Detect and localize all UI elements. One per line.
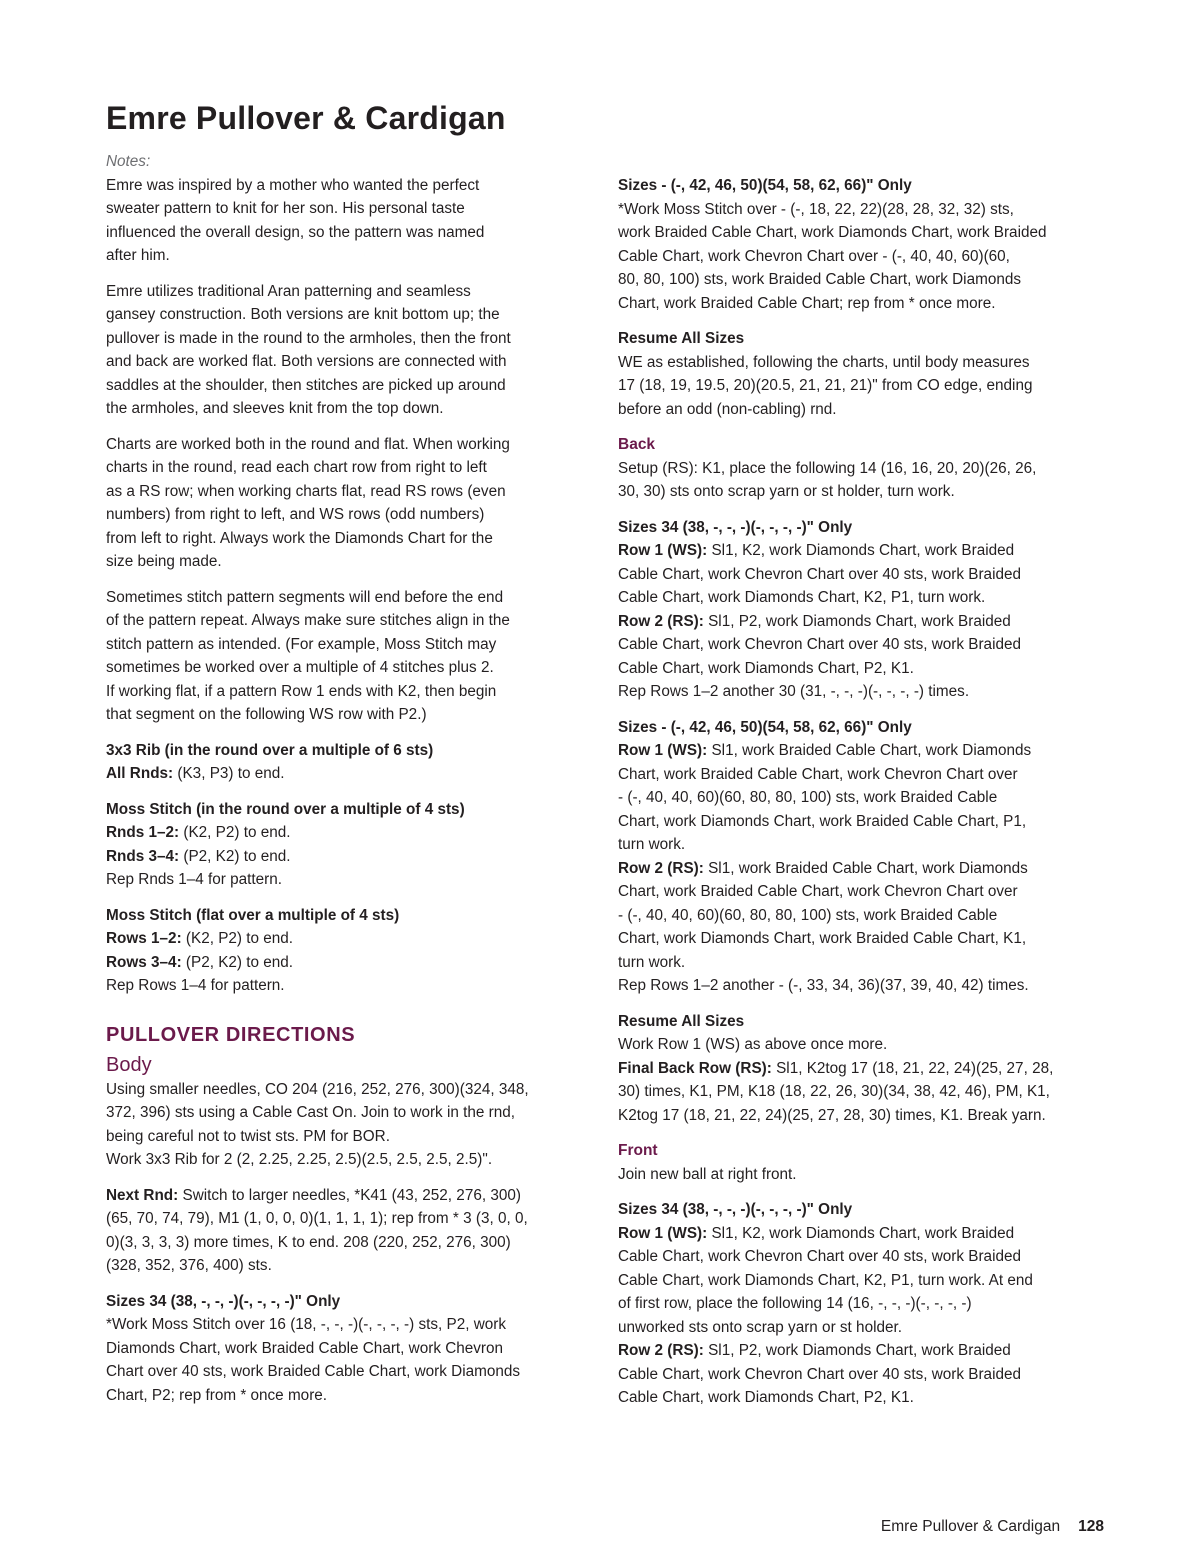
front-heading: Front — [618, 1142, 658, 1159]
text-line: Cable Chart, work Chevron Chart over - (-, 40, 40, 60)(60, — [618, 247, 1010, 265]
sizes-42-body-block — [618, 174, 1098, 315]
text-line: Chart, work Diamonds Chart, work Braided Cable Chart, K1, — [618, 930, 1027, 947]
back-block — [618, 433, 1098, 504]
front-intro: Join new ball at right front. — [618, 1165, 797, 1183]
text-line: as a RS row; when working charts flat, read RS rows (even — [106, 482, 506, 500]
text-line: 372, 396) sts using a Cable Cast On. Join to work in the rnd, — [106, 1104, 515, 1121]
text-line: that segment on the following WS row with P2.) — [106, 706, 427, 723]
text-line: Cable Chart, work Diamonds Chart, P2, K1. — [618, 659, 914, 677]
text-line: of first row, place the following 14 (16, -, -, -)(-, -, -, -) — [618, 1295, 972, 1312]
rib-instruction: All Rnds: (K3, P3) to end. — [106, 765, 285, 782]
notes-paragraph — [106, 174, 586, 268]
back-sizes-42-heading: Sizes - (-, 42, 46, 50)(54, 58, 62, 66)" Only — [618, 718, 912, 736]
row-instruction: Row 2 (RS): Sl1, P2, work Diamonds Chart, work Braided — [618, 1342, 1011, 1359]
text-line: Sometimes stitch pattern segments will end before the end — [106, 588, 504, 606]
sizes-34-body-block — [106, 1290, 586, 1408]
text-line: size being made. — [106, 553, 222, 570]
text-line: Cable Chart, work Chevron Chart over 40 sts, work Braided — [618, 1365, 1021, 1383]
text-line: - (-, 40, 40, 60)(60, 80, 80, 100) sts, work Braided Cable — [618, 906, 998, 924]
row-instruction: Row 2 (RS): Sl1, P2, work Diamonds Chart, work Braided — [618, 612, 1011, 630]
text-line: Cable Chart, work Diamonds Chart, K2, P1, turn work. — [618, 589, 986, 606]
notes-paragraph — [106, 280, 586, 421]
text-line: Cable Chart, work Chevron Chart over 40 sts, work Braided — [618, 565, 1021, 583]
row-instruction: Row 1 (WS): Sl1, work Braided Cable Chart, work Diamonds — [618, 742, 1032, 759]
text-line: Using smaller needles, CO 204 (216, 252, 276, 300)(324, 348, — [106, 1080, 529, 1098]
next-round-block — [106, 1184, 586, 1278]
text-line: saddles at the shoulder, then stitches are picked up around — [106, 376, 506, 394]
text-line: Chart over 40 sts, work Braided Cable Chart, work Diamonds — [106, 1363, 521, 1380]
text-line: of the pattern repeat. Always make sure stitches align in the — [106, 612, 510, 629]
repeat-instruction: Rep Rows 1–2 another - (-, 33, 34, 36)(37, 39, 40, 42) times. — [618, 977, 1029, 994]
back-sizes-34-heading: Sizes 34 (38, -, -, -)(-, -, -, -)" Only — [618, 518, 853, 536]
text-line: *Work Moss Stitch over - (-, 18, 22, 22)(28, 28, 32, 32) sts, — [618, 200, 1014, 218]
text-line: Setup (RS): K1, place the following 14 (16, 16, 20, 20)(26, 26, — [618, 459, 1037, 477]
text-line: turn work. — [618, 836, 686, 853]
text-line: Chart, work Braided Cable Chart, work Chevron Chart over — [618, 765, 1018, 783]
text-line: 30, 30) sts onto scrap yarn or st holder, turn work. — [618, 483, 955, 500]
back-resume-heading: Resume All Sizes — [618, 1012, 745, 1030]
text-line: numbers) from right to left, and WS rows (odd numbers) — [106, 506, 485, 523]
page-footer — [881, 1518, 1104, 1536]
sizes-34-body-heading: Sizes 34 (38, -, -, -)(-, -, -, -)" Only — [106, 1292, 341, 1310]
moss-round-block — [106, 798, 586, 892]
text-line: (328, 352, 376, 400) sts. — [106, 1257, 272, 1274]
resume-body-heading: Resume All Sizes — [618, 330, 745, 347]
back-heading: Back — [618, 436, 656, 453]
text-line: *Work Moss Stitch over 16 (18, -, -, -)(-, -, -, -) sts, P2, work — [106, 1316, 507, 1333]
text-line: WE as established, following the charts, until body measures — [618, 353, 1030, 371]
back-sizes-42-block — [618, 716, 1098, 998]
text-line: Chart, P2; rep from * once more. — [106, 1386, 328, 1404]
moss-flat-line: Rows 1–2: (K2, P2) to end. — [106, 930, 294, 947]
text-line: Emre utilizes traditional Aran patterning and seamless — [106, 282, 471, 300]
moss-round-line: Rep Rnds 1–4 for pattern. — [106, 871, 283, 888]
moss-flat-heading: Moss Stitch (flat over a multiple of 4 sts) — [106, 906, 400, 924]
left-column — [106, 150, 586, 1419]
running-title: Emre Pullover & Cardigan — [880, 1518, 1061, 1535]
body-instructions — [106, 1078, 586, 1172]
text-line: gansey construction. Both versions are knit bottom up; the — [106, 306, 500, 323]
page-number: 128 — [1078, 1518, 1104, 1535]
front-block — [618, 1139, 1098, 1186]
text-line: 80, 80, 100) sts, work Braided Cable Chart, work Diamonds — [618, 271, 1021, 288]
text-line: 17 (18, 19, 19.5, 20)(20.5, 21, 21, 21)" from CO edge, ending — [618, 377, 1033, 394]
notes-paragraph — [106, 433, 586, 574]
sizes-42-body-heading: Sizes - (-, 42, 46, 50)(54, 58, 62, 66)" Only — [618, 177, 912, 194]
text-line: Charts are worked both in the round and flat. When working — [106, 435, 510, 453]
moss-round-line: Rnds 3–4: (P2, K2) to end. — [106, 847, 291, 865]
body-heading: Body — [106, 1053, 152, 1076]
text-line: Chart, work Diamonds Chart, work Braided Cable Chart, P1, — [618, 812, 1027, 830]
text-line: sometimes be worked over a multiple of 4 stitches plus 2. — [106, 659, 494, 676]
text-line: Cable Chart, work Diamonds Chart, K2, P1, turn work. At end — [618, 1271, 1033, 1289]
text-line: stitch pattern as intended. (For example, Moss Stitch may — [106, 635, 497, 653]
text-line: - (-, 40, 40, 60)(60, 80, 80, 100) sts, work Braided Cable — [618, 789, 998, 806]
text-line: 0)(3, 3, 3, 3) more times, K to end. 208 (220, 252, 276, 300) — [106, 1233, 511, 1251]
moss-flat-block — [106, 904, 586, 998]
moss-round-heading: Moss Stitch (in the round over a multiple of 4 sts) — [106, 800, 465, 818]
text-line: Chart, work Braided Cable Chart; rep from * once more. — [618, 294, 996, 312]
notes-label: Notes: — [106, 153, 151, 170]
text-line: Chart, work Braided Cable Chart, work Chevron Chart over — [618, 883, 1018, 900]
text-line: Work 3x3 Rib for 2 (2, 2.25, 2.25, 2.5)(2.5, 2.5, 2.5, 2.5)". — [106, 1151, 493, 1168]
text-line: K2tog 17 (18, 21, 22, 24)(25, 27, 28, 30) times, K1. Break yarn. — [618, 1106, 1046, 1124]
back-resume-line: Work Row 1 (WS) as above once more. — [618, 1036, 888, 1053]
text-line: being careful not to twist sts. PM for BOR. — [106, 1127, 390, 1145]
rib-heading: 3x3 Rib (in the round over a multiple of 6 sts) — [106, 741, 434, 759]
text-line: turn work. — [618, 953, 686, 971]
front-sizes-34-block — [618, 1198, 1098, 1410]
text-line: after him. — [106, 247, 170, 264]
text-line: charts in the round, read each chart row from right to left — [106, 459, 487, 476]
back-sizes-34-block — [618, 516, 1098, 704]
row-instruction: Row 1 (WS): Sl1, K2, work Diamonds Chart, work Braided — [618, 542, 1015, 559]
text-line: Cable Chart, work Diamonds Chart, P2, K1. — [618, 1389, 914, 1406]
row-instruction: Row 2 (RS): Sl1, work Braided Cable Chart, work Diamonds — [618, 859, 1028, 877]
repeat-instruction: Rep Rows 1–2 another 30 (31, -, -, -)(-, -, -, -) times. — [618, 683, 970, 700]
text-line: sweater pattern to knit for her son. His personal taste — [106, 200, 465, 217]
text-line: 30) times, K1, PM, K18 (18, 22, 26, 30)(34, 38, 42, 46), PM, K1, — [618, 1083, 1050, 1100]
text-line: before an odd (non-cabling) rnd. — [618, 400, 837, 418]
moss-flat-line: Rows 3–4: (P2, K2) to end. — [106, 953, 294, 971]
text-line: Diamonds Chart, work Braided Cable Chart, work Chevron — [106, 1339, 504, 1357]
rib-stitch-block — [106, 739, 586, 786]
notes-paragraph — [106, 586, 586, 727]
row-instruction: Row 1 (WS): Sl1, K2, work Diamonds Chart, work Braided — [618, 1224, 1015, 1242]
text-line: and back are worked flat. Both versions are connected with — [106, 353, 507, 370]
resume-body-block — [618, 327, 1098, 421]
front-sizes-34-heading: Sizes 34 (38, -, -, -)(-, -, -, -)" Only — [618, 1201, 853, 1218]
moss-round-line: Rnds 1–2: (K2, P2) to end. — [106, 824, 291, 841]
text-line: (65, 70, 74, 79), M1 (1, 0, 0, 0)(1, 1, 1, 1); rep from * 3 (3, 0, 0, — [106, 1210, 528, 1227]
final-back-row: Final Back Row (RS): Sl1, K2tog 17 (18, 21, 22, 24)(25, 27, 28, — [618, 1059, 1054, 1077]
text-line: Cable Chart, work Chevron Chart over 40 sts, work Braided — [618, 1248, 1021, 1265]
text-line: unworked sts onto scrap yarn or st holder. — [618, 1318, 902, 1336]
text-line: influenced the overall design, so the pattern was named — [106, 223, 485, 241]
text-line: the armholes, and sleeves knit from the top down. — [106, 400, 444, 417]
text-line: pullover is made in the round to the armholes, then the front — [106, 329, 511, 347]
text-line: Cable Chart, work Chevron Chart over 40 sts, work Braided — [618, 636, 1021, 653]
pullover-directions-heading: PULLOVER DIRECTIONS — [106, 1023, 356, 1046]
page-title: Emre Pullover & Cardigan — [106, 100, 506, 136]
text-line: work Braided Cable Chart, work Diamonds Chart, work Braided — [618, 224, 1047, 241]
right-column — [618, 174, 1098, 1422]
next-round-line: Next Rnd: Switch to larger needles, *K41 (43, 252, 276, 300) — [106, 1186, 521, 1204]
moss-flat-line: Rep Rows 1–4 for pattern. — [106, 977, 285, 994]
notes-section — [106, 174, 586, 727]
text-line: from left to right. Always work the Diamonds Chart for the — [106, 529, 493, 547]
text-line: If working flat, if a pattern Row 1 ends with K2, then begin — [106, 682, 497, 700]
back-resume-block — [618, 1010, 1098, 1128]
text-line: Emre was inspired by a mother who wanted the perfect — [106, 176, 480, 194]
